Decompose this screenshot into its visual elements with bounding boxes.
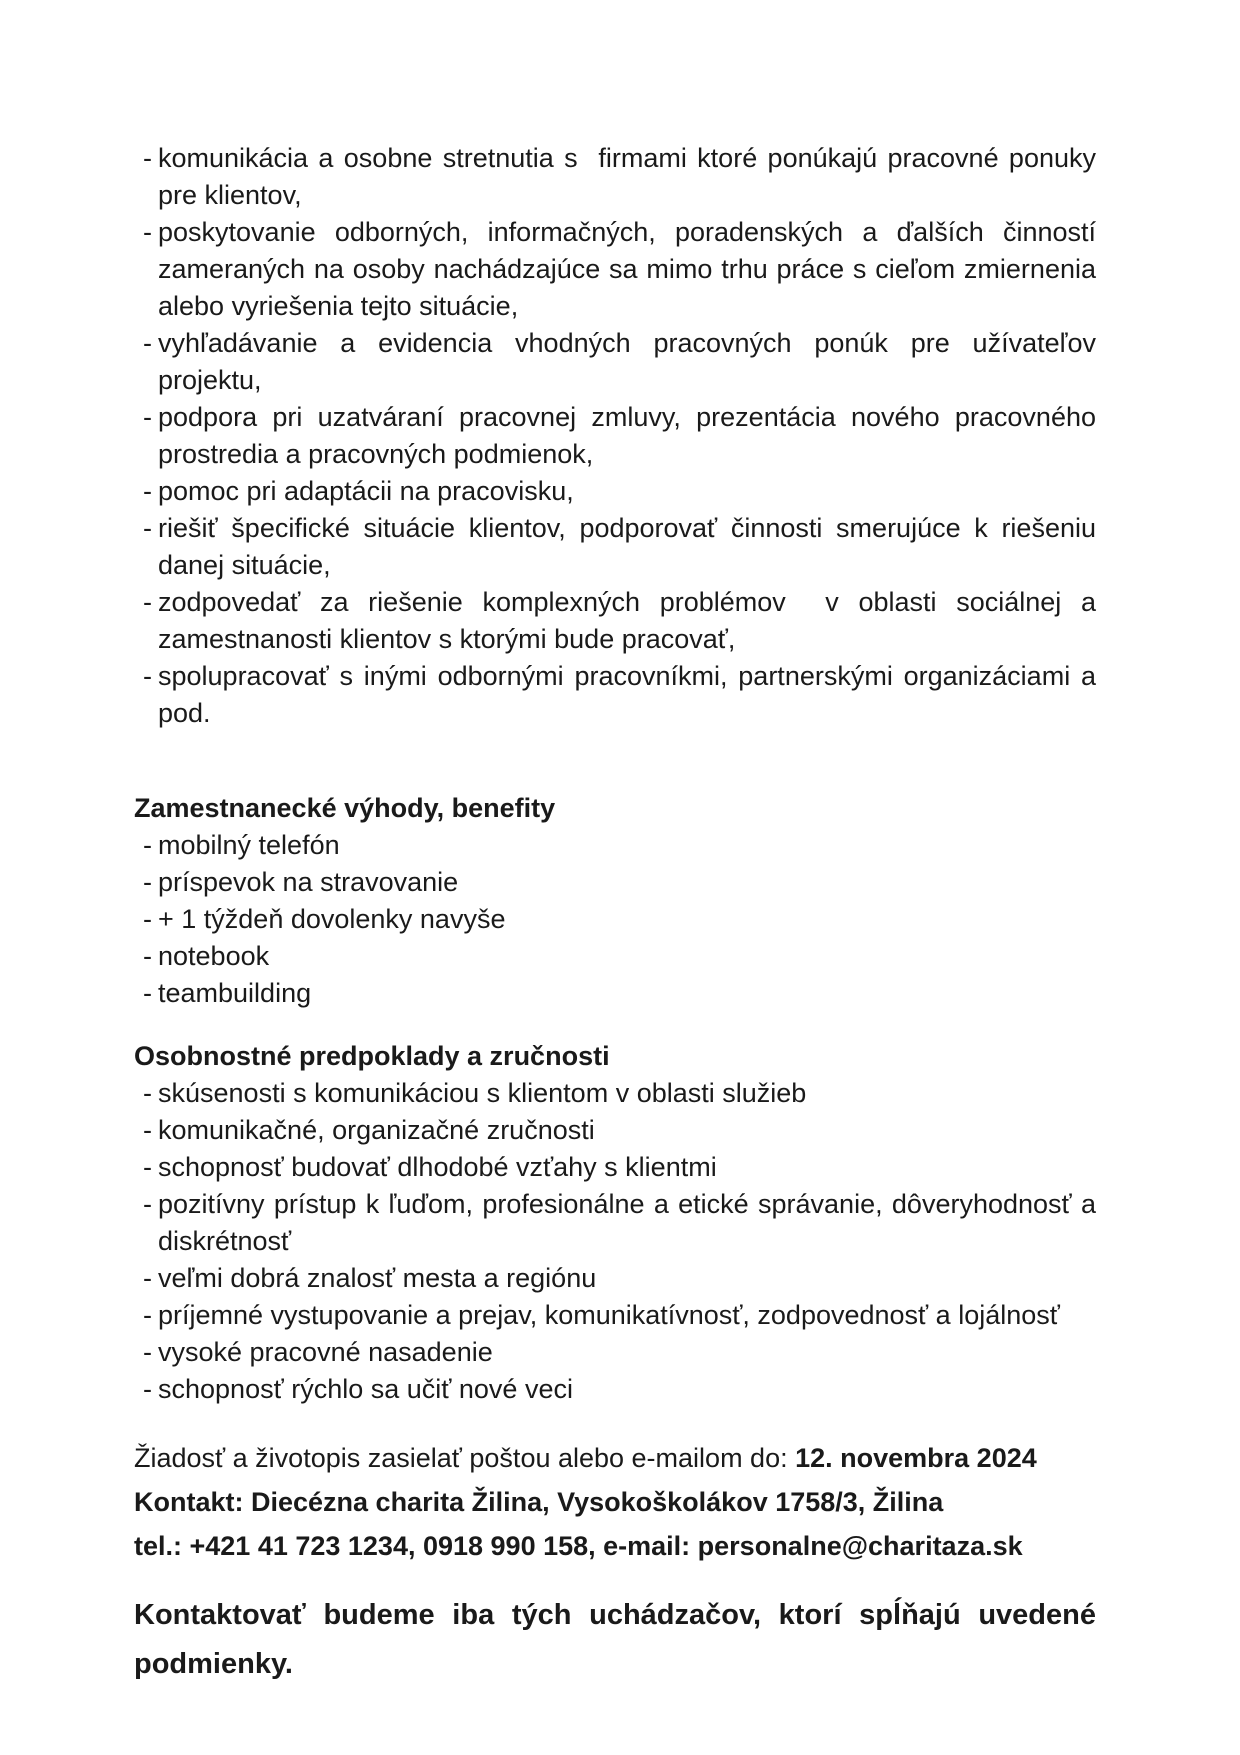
list-item-text: + 1 týždeň dovolenky navyše <box>158 904 506 934</box>
list-item <box>134 214 1104 325</box>
dash-bullet: - <box>143 402 152 432</box>
dash-bullet: - <box>143 143 152 173</box>
dash-bullet: - <box>143 978 152 1008</box>
list-item <box>134 325 1104 399</box>
dash-bullet: - <box>143 941 152 971</box>
dash-bullet: - <box>143 1374 152 1404</box>
deadline-text: Žiadosť a životopis zasielať poštou alebo e-mailom do: <box>134 1443 796 1473</box>
list-item-text: komunikácia a osobne stretnutia s firmami ktoré ponúkajú pracovné ponuky pre klientov, <box>158 143 1104 210</box>
list-item-text: vysoké pracovné nasadenie <box>158 1337 493 1367</box>
list-item <box>134 827 1096 864</box>
list-item <box>134 1075 1096 1112</box>
deadline-date: 12. novembra 2024 <box>795 1443 1037 1473</box>
list-item <box>134 938 1096 975</box>
list-item-text: vyhľadávanie a evidencia vhodných pracovných ponúk pre užívateľov projektu, <box>158 328 1104 395</box>
contact-phone-email-line: tel.: +421 41 723 1234, 0918 990 158, e-mail: personalne@charitaza.sk <box>134 1531 1023 1561</box>
dash-bullet: - <box>143 1337 152 1367</box>
list-item <box>134 1186 1104 1260</box>
list-item-text: skúsenosti s komunikáciou s klientom v oblasti služieb <box>158 1078 807 1108</box>
dash-bullet: - <box>143 587 152 617</box>
list-item <box>134 658 1104 732</box>
dash-bullet: - <box>143 1189 152 1219</box>
list-item-text: komunikačné, organizačné zručnosti <box>158 1115 595 1145</box>
dash-bullet: - <box>143 1115 152 1145</box>
list-item-text: príspevok na stravovanie <box>158 867 459 897</box>
list-item <box>134 975 1096 1012</box>
dash-bullet: - <box>143 1300 152 1330</box>
list-item-text: schopnosť budovať dlhodobé vzťahy s klientmi <box>158 1152 717 1182</box>
list-item-text: zodpovedať za riešenie komplexných problémov v oblasti sociálnej a zamestnanosti klientov s ktorými bude pracovať, <box>158 587 1104 654</box>
dash-bullet: - <box>143 513 152 543</box>
list-item-text: podpora pri uzatváraní pracovnej zmluvy, prezentácia nového pracovného prostredia a pracovných podmienok, <box>158 402 1104 469</box>
list-item <box>134 510 1104 584</box>
list-item-text: veľmi dobrá znalosť mesta a regiónu <box>158 1263 597 1293</box>
list-item-text: spolupracovať s inými odbornými pracovníkmi, partnerskými organizáciami a pod. <box>158 661 1104 728</box>
list-item <box>134 1260 1096 1297</box>
dash-bullet: - <box>143 904 152 934</box>
list-item <box>134 399 1104 473</box>
dash-bullet: - <box>143 1263 152 1293</box>
list-item <box>134 473 1096 510</box>
responsibilities-list <box>134 140 1104 732</box>
dash-bullet: - <box>143 476 152 506</box>
list-item-text: pozitívny prístup k ľuďom, profesionálne a etické správanie, dôveryhodnosť a diskrétnosť <box>158 1189 1104 1256</box>
dash-bullet: - <box>143 217 152 247</box>
dash-bullet: - <box>143 867 152 897</box>
closing-note: Kontaktovať budeme iba tých uchádzačov, ktorí spĺňajú uvedené podmienky. <box>134 1599 1105 1680</box>
list-item-text: notebook <box>158 941 270 971</box>
list-item <box>134 901 1096 938</box>
requirements-heading: Osobnostné predpoklady a zručnosti <box>134 1041 610 1071</box>
list-item <box>134 140 1104 214</box>
list-item <box>134 1149 1096 1186</box>
list-item <box>134 1371 1096 1408</box>
dash-bullet: - <box>143 661 152 691</box>
list-item-text: schopnosť rýchlo sa učiť nové veci <box>158 1374 573 1404</box>
requirements-list <box>134 1075 1104 1408</box>
benefits-heading: Zamestnanecké výhody, benefity <box>134 793 556 823</box>
dash-bullet: - <box>143 328 152 358</box>
benefits-list <box>134 827 1096 1012</box>
application-deadline-line <box>134 1436 1096 1480</box>
list-item <box>134 1112 1096 1149</box>
list-item-text: pomoc pri adaptácii na pracovisku, <box>158 476 574 506</box>
contact-address-line: Kontakt: Diecézna charita Žilina, Vysokoškolákov 1758/3, Žilina <box>134 1487 944 1517</box>
list-item <box>134 584 1104 658</box>
list-item <box>134 1297 1096 1334</box>
list-item-text: príjemné vystupovanie a prejav, komunikatívnosť, zodpovednosť a lojálnosť <box>158 1300 1060 1330</box>
list-item-text: poskytovanie odborných, informačných, poradenských a ďalších činností zameraných na osoby nachádzajúce sa mimo trhu práce s cieľom zmiernenia alebo vyriešenia tejto situácie, <box>158 217 1104 321</box>
list-item <box>134 864 1096 901</box>
list-item-text: teambuilding <box>158 978 312 1008</box>
dash-bullet: - <box>143 1152 152 1182</box>
list-item-text: riešiť špecifické situácie klientov, podporovať činnosti smerujúce k riešeniu danej situácie, <box>158 513 1104 580</box>
dash-bullet: - <box>143 830 152 860</box>
list-item-text: mobilný telefón <box>158 830 340 860</box>
dash-bullet: - <box>143 1078 152 1108</box>
list-item <box>134 1334 1096 1371</box>
